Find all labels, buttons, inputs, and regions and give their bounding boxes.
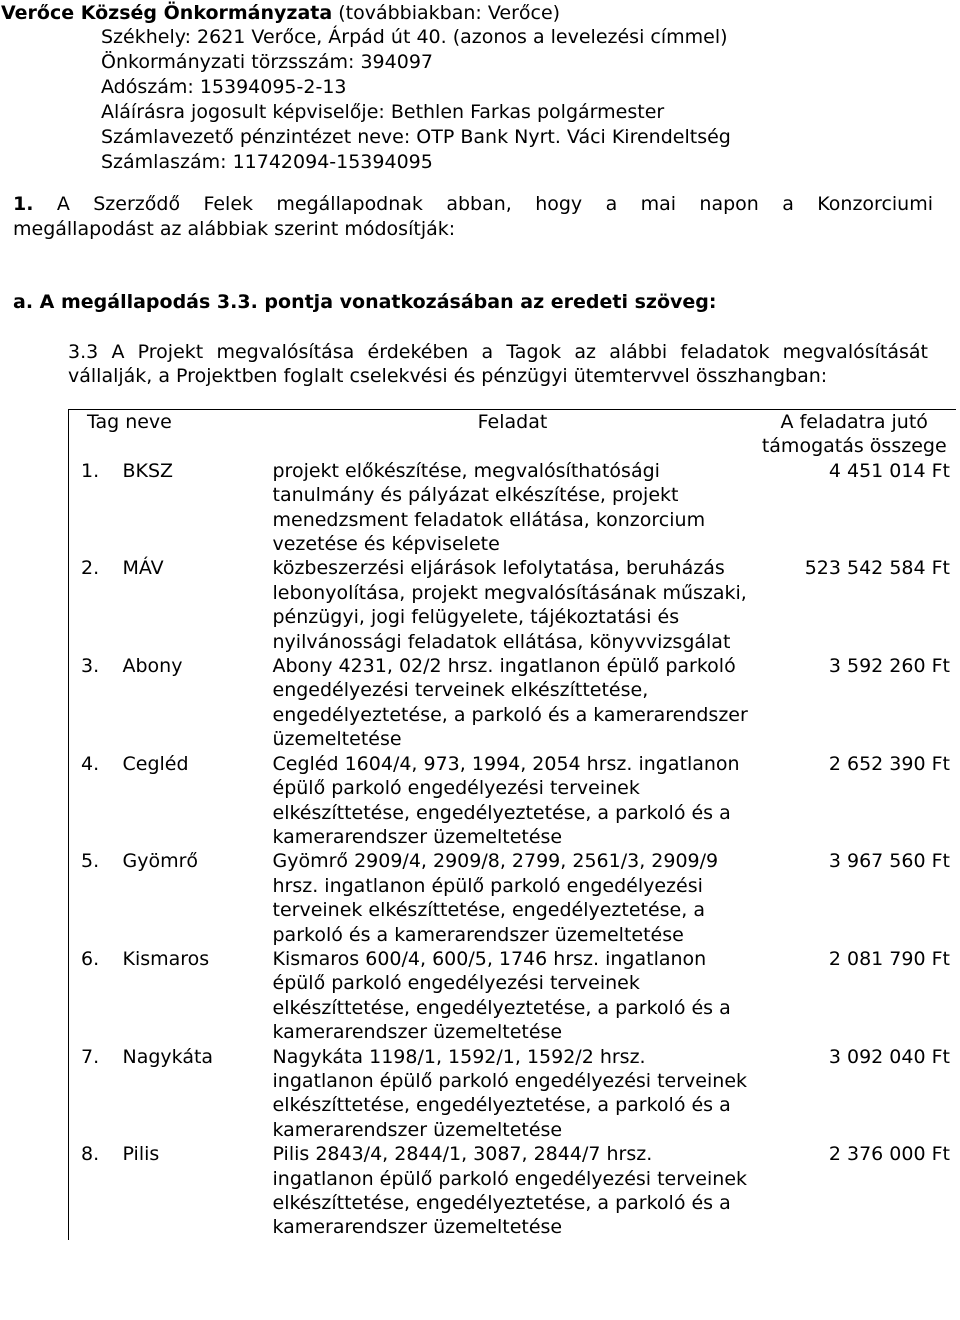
subheading: a. A megállapodás 3.3. pontja vonatkozásában az eredeti szöveg: [13,291,717,313]
table-row [69,947,957,1045]
paragraph-3-3 [68,340,928,388]
party-bank: Számlavezető pénzintézet neve: OTP Bank Nyrt. Váci Kirendeltség [101,126,731,148]
party-seat: Székhely: 2621 Verőce, Árpád út 40. (azonos a levelezési címmel) [101,26,728,48]
party-representative: Aláírásra jogosult képviselője: Bethlen Farkas polgármester [101,101,665,123]
party-name-line [1,1,960,25]
row-member-name: MÁV [122,557,164,580]
table-header-row [69,410,957,459]
table-row [69,849,957,947]
row-task: Pilis 2843/4, 2844/1, 3087, 2844/7 hrsz. ingatlanon épülő parkoló engedélyezési terveinek elkészíttetése, engedélyeztetése, a parkoló és a kamerarendszer üzemeltetése [272,1143,748,1239]
point-1-text-2: megállapodást az alábbiak szerint módosítják: [13,218,456,240]
party-details [1,1,960,175]
row-member-name: BKSZ [122,459,174,482]
row-member-name: Cegléd [122,752,189,775]
row-task: Gyömrő 2909/4, 2909/8, 2799, 2561/3, 2909/9 hrsz. ingatlanon épülő parkoló engedélyezési terveinek elkészíttetése, engedélyeztetése, a parkoló és a kamerarendszer üzemeltetése [272,850,719,946]
row-number: 2. [81,557,100,580]
task-table [68,409,956,1240]
row-number: 7. [81,1045,100,1068]
row-member-name: Nagykáta [122,1045,214,1068]
point-1-text-1: A Szerződő Felek megállapodnak abban, hogy a mai napon a Konzorciumi [56,193,933,215]
row-member-name: Abony [122,655,183,678]
row-number: 6. [81,947,100,970]
point-1-number: 1. [13,193,34,215]
row-amount: 3 092 040 Ft [828,1045,950,1068]
row-amount: 2 652 390 Ft [828,752,950,775]
row-amount: 2 081 790 Ft [828,947,950,970]
row-task: projekt előkészítése, megvalósíthatósági tanulmány és pályázat elkészítése, projekt menedzsment feladatok ellátása, konzorcium vezetése és képviselete [272,459,706,556]
row-amount: 2 376 000 Ft [828,1143,950,1166]
row-number: 8. [81,1143,100,1166]
table-row [69,556,957,654]
row-task: közbeszerzési eljárások lefolytatása, beruházás lebonyolítása, projekt megvalósításának műszaki, pénzügyi, jogi felügyelete, tájékoztatási és nyilvánossági feladatok ellátása, könyvvizsgálat [272,557,747,653]
party-registry-number: Önkormányzati törzsszám: 394097 [101,51,433,73]
point-1-line-1 [13,192,933,217]
row-task: Cegléd 1604/4, 973, 1994, 2054 hrsz. ingatlanon épülő parkoló engedélyezési terveinek elkészíttetése, engedélyeztetése, a parkoló és a kamerarendszer üzemeltetése [272,752,740,848]
row-amount: 3 592 260 Ft [828,655,950,678]
header-amount: A feladatra jutó támogatás összege [761,411,947,458]
row-number: 5. [81,850,100,873]
row-task: Nagykáta 1198/1, 1592/1, 1592/2 hrsz. ingatlanon épülő parkoló engedélyezési terveinek elkészíttetése, engedélyeztetése, a parkoló és a kamerarendszer üzemeltetése [272,1045,748,1141]
table-row [69,459,957,557]
table-row [69,752,957,850]
row-number: 4. [81,752,100,775]
row-number: 3. [81,655,100,678]
party-name: Verőce Község Önkormányzata [1,2,333,24]
paragraph-line-1: 3.3 A Projekt megvalósítása érdekében a Tagok az alábbi feladatok megvalósítását [68,341,928,363]
header-task: Feladat [477,411,548,433]
row-member-name: Gyömrő [122,850,199,873]
row-task: Abony 4231, 02/2 hrsz. ingatlanon épülő parkoló engedélyezési terveinek elkészíttetése, engedélyeztetése, a parkoló és a kamerarendszer üzemeltetése [272,655,748,751]
table-row [69,1045,957,1143]
party-name-suffix: (továbbiakban: Verőce) [338,2,561,24]
row-task: Kismaros 600/4, 600/5, 1746 hrsz. ingatlanon épülő parkoló engedélyezési terveinek elkészíttetése, engedélyeztetése, a parkoló és a kamerarendszer üzemeltetése [272,947,731,1044]
party-tax-number: Adószám: 15394095-2-13 [101,76,347,98]
paragraph-line-2: vállalják, a Projektben foglalt cselekvési és pénzügyi ütemtervvel összhangban: [68,365,828,387]
point-1 [13,192,933,242]
header-member-name: Tag neve [87,411,172,433]
party-account-number: Számlaszám: 11742094-15394095 [101,151,433,173]
row-amount: 4 451 014 Ft [828,459,950,482]
row-member-name: Kismaros [122,947,210,970]
row-member-name: Pilis [122,1143,160,1166]
row-amount: 3 967 560 Ft [828,850,950,873]
table-row [69,654,957,752]
table-row [69,1142,957,1240]
row-amount: 523 542 584 Ft [804,557,950,580]
row-number: 1. [81,459,100,482]
